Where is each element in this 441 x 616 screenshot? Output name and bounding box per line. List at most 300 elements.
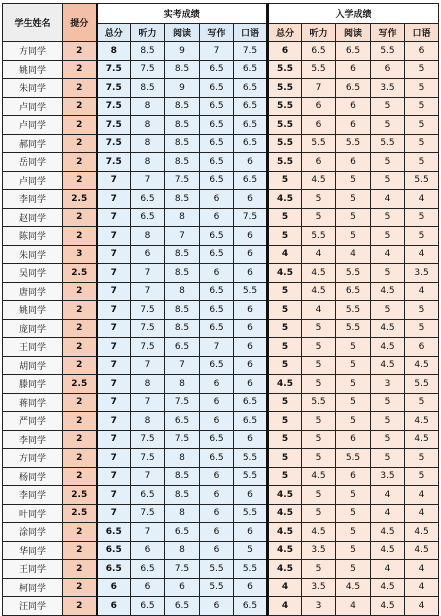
ruxue-writing-cell: 3 bbox=[371, 375, 405, 394]
shikao-listening-cell: 7.5 bbox=[131, 504, 165, 523]
ruxue-speaking-cell: 4 bbox=[405, 578, 439, 597]
shikao-total-cell: 7 bbox=[97, 504, 131, 523]
student-name-cell: 李同学 bbox=[3, 486, 63, 505]
table-row bbox=[3, 245, 439, 264]
shikao-total-cell: 7 bbox=[97, 245, 131, 264]
ruxue-total-cell: 5 bbox=[268, 430, 302, 449]
shikao-writing-cell: 6.5 bbox=[200, 116, 234, 135]
ruxue-reading-cell: 6 bbox=[336, 116, 371, 135]
header-ruxue-total: 总分 bbox=[268, 24, 302, 42]
shikao-writing-cell: 6.5 bbox=[200, 134, 234, 153]
ruxue-listening-cell: 5 bbox=[302, 449, 336, 468]
shikao-writing-cell: 6.5 bbox=[200, 301, 234, 320]
tifen-cell: 3 bbox=[63, 245, 97, 264]
ruxue-speaking-cell: 5 bbox=[405, 393, 439, 412]
table-row bbox=[3, 190, 439, 209]
ruxue-reading-cell: 5 bbox=[336, 338, 371, 357]
ruxue-total-cell: 4.5 bbox=[268, 504, 302, 523]
shikao-listening-cell: 7.5 bbox=[131, 430, 165, 449]
ruxue-total-cell: 4.5 bbox=[268, 523, 302, 542]
ruxue-writing-cell: 4 bbox=[371, 560, 405, 579]
shikao-speaking-cell: 6.5 bbox=[234, 134, 268, 153]
ruxue-listening-cell: 3.5 bbox=[302, 578, 336, 597]
shikao-reading-cell: 9 bbox=[165, 79, 200, 98]
ruxue-reading-cell: 6.5 bbox=[336, 282, 371, 301]
shikao-total-cell: 6 bbox=[97, 578, 131, 597]
ruxue-total-cell: 4.5 bbox=[268, 486, 302, 505]
student-name-cell: 滕同学 bbox=[3, 375, 63, 394]
ruxue-listening-cell: 5 bbox=[302, 486, 336, 505]
shikao-speaking-cell: 6 bbox=[234, 245, 268, 264]
student-name-cell: 蒋同学 bbox=[3, 393, 63, 412]
shikao-total-cell: 6.5 bbox=[97, 560, 131, 579]
ruxue-listening-cell: 5 bbox=[302, 375, 336, 394]
ruxue-total-cell: 5 bbox=[268, 449, 302, 468]
ruxue-total-cell: 5 bbox=[268, 356, 302, 375]
student-name-cell: 赵同学 bbox=[3, 208, 63, 227]
ruxue-speaking-cell: 5 bbox=[405, 449, 439, 468]
student-name-cell: 郝同学 bbox=[3, 134, 63, 153]
shikao-writing-cell: 6.5 bbox=[200, 171, 234, 190]
header-ruxue-listening: 听力 bbox=[302, 24, 336, 42]
shikao-speaking-cell: 6 bbox=[234, 338, 268, 357]
shikao-speaking-cell: 6 bbox=[234, 301, 268, 320]
tifen-cell: 2.5 bbox=[63, 190, 97, 209]
ruxue-writing-cell: 5 bbox=[371, 430, 405, 449]
ruxue-reading-cell: 6.5 bbox=[336, 79, 371, 98]
shikao-speaking-cell: 6 bbox=[234, 486, 268, 505]
shikao-reading-cell: 8.5 bbox=[165, 153, 200, 172]
tifen-cell: 2 bbox=[63, 560, 97, 579]
table-row bbox=[3, 523, 439, 542]
tifen-cell: 2 bbox=[63, 153, 97, 172]
shikao-reading-cell: 8 bbox=[165, 541, 200, 560]
ruxue-reading-cell: 5 bbox=[336, 523, 371, 542]
header-tifen: 提分 bbox=[63, 4, 97, 42]
shikao-reading-cell: 7.5 bbox=[165, 171, 200, 190]
shikao-listening-cell: 8.5 bbox=[131, 42, 165, 61]
shikao-reading-cell: 8 bbox=[165, 504, 200, 523]
table-row bbox=[3, 449, 439, 468]
shikao-speaking-cell: 6 bbox=[234, 356, 268, 375]
table-row bbox=[3, 153, 439, 172]
shikao-total-cell: 7 bbox=[97, 467, 131, 486]
tifen-cell: 2 bbox=[63, 430, 97, 449]
header-shikao-total: 总分 bbox=[97, 24, 131, 42]
ruxue-speaking-cell: 4 bbox=[405, 245, 439, 264]
shikao-reading-cell: 8.5 bbox=[165, 60, 200, 79]
ruxue-speaking-cell: 5 bbox=[405, 153, 439, 172]
ruxue-reading-cell: 5 bbox=[336, 486, 371, 505]
shikao-total-cell: 7 bbox=[97, 375, 131, 394]
table-row bbox=[3, 79, 439, 98]
tifen-cell: 2.5 bbox=[63, 264, 97, 283]
tifen-cell: 2 bbox=[63, 134, 97, 153]
ruxue-speaking-cell: 4 bbox=[405, 504, 439, 523]
ruxue-total-cell: 5.5 bbox=[268, 60, 302, 79]
shikao-reading-cell: 8 bbox=[165, 208, 200, 227]
shikao-reading-cell: 6.5 bbox=[165, 523, 200, 542]
shikao-writing-cell: 6 bbox=[200, 264, 234, 283]
ruxue-listening-cell: 6 bbox=[302, 153, 336, 172]
shikao-speaking-cell: 5.5 bbox=[234, 560, 268, 579]
tifen-cell: 2 bbox=[63, 79, 97, 98]
table-row bbox=[3, 430, 439, 449]
tifen-cell: 2 bbox=[63, 393, 97, 412]
shikao-speaking-cell: 6.5 bbox=[234, 116, 268, 135]
student-name-cell: 王同学 bbox=[3, 560, 63, 579]
student-name-cell: 方同学 bbox=[3, 449, 63, 468]
ruxue-writing-cell: 5 bbox=[371, 97, 405, 116]
tifen-cell: 2 bbox=[63, 227, 97, 246]
ruxue-writing-cell: 3.5 bbox=[371, 467, 405, 486]
tifen-cell: 2 bbox=[63, 356, 97, 375]
shikao-listening-cell: 6.5 bbox=[131, 597, 165, 616]
shikao-speaking-cell: 6.5 bbox=[234, 171, 268, 190]
shikao-writing-cell: 6.5 bbox=[200, 227, 234, 246]
shikao-listening-cell: 8 bbox=[131, 375, 165, 394]
student-name-cell: 汪同学 bbox=[3, 597, 63, 616]
shikao-total-cell: 6.5 bbox=[97, 541, 131, 560]
ruxue-reading-cell: 6 bbox=[336, 60, 371, 79]
shikao-total-cell: 7.5 bbox=[97, 97, 131, 116]
ruxue-writing-cell: 5 bbox=[371, 449, 405, 468]
ruxue-total-cell: 5.5 bbox=[268, 134, 302, 153]
shikao-writing-cell: 6 bbox=[200, 393, 234, 412]
shikao-speaking-cell: 6.5 bbox=[234, 393, 268, 412]
student-name-cell: 朱同学 bbox=[3, 245, 63, 264]
ruxue-listening-cell: 4.5 bbox=[302, 171, 336, 190]
table-row bbox=[3, 541, 439, 560]
ruxue-listening-cell: 6.5 bbox=[302, 42, 336, 61]
ruxue-writing-cell: 4 bbox=[371, 486, 405, 505]
shikao-writing-cell: 6.5 bbox=[200, 153, 234, 172]
shikao-reading-cell: 8 bbox=[165, 282, 200, 301]
ruxue-listening-cell: 5.5 bbox=[302, 227, 336, 246]
shikao-writing-cell: 6 bbox=[200, 523, 234, 542]
shikao-writing-cell: 6 bbox=[200, 412, 234, 431]
ruxue-reading-cell: 4.5 bbox=[336, 578, 371, 597]
ruxue-speaking-cell: 3.5 bbox=[405, 264, 439, 283]
ruxue-speaking-cell: 6 bbox=[405, 338, 439, 357]
shikao-listening-cell: 7.5 bbox=[131, 301, 165, 320]
shikao-listening-cell: 7 bbox=[131, 171, 165, 190]
ruxue-reading-cell: 5 bbox=[336, 541, 371, 560]
shikao-listening-cell: 8 bbox=[131, 153, 165, 172]
shikao-speaking-cell: 6.5 bbox=[234, 412, 268, 431]
shikao-listening-cell: 6.5 bbox=[131, 486, 165, 505]
shikao-total-cell: 7 bbox=[97, 264, 131, 283]
ruxue-listening-cell: 5.5 bbox=[302, 60, 336, 79]
ruxue-writing-cell: 4 bbox=[371, 504, 405, 523]
table-row bbox=[3, 42, 439, 61]
ruxue-writing-cell: 4.5 bbox=[371, 338, 405, 357]
tifen-cell: 2 bbox=[63, 42, 97, 61]
tifen-cell: 2 bbox=[63, 282, 97, 301]
shikao-total-cell: 7 bbox=[97, 301, 131, 320]
ruxue-total-cell: 4.5 bbox=[268, 560, 302, 579]
ruxue-listening-cell: 5 bbox=[302, 412, 336, 431]
table-row bbox=[3, 319, 439, 338]
ruxue-writing-cell: 4 bbox=[371, 190, 405, 209]
student-name-cell: 姚同学 bbox=[3, 301, 63, 320]
ruxue-writing-cell: 5.5 bbox=[371, 134, 405, 153]
shikao-reading-cell: 7 bbox=[165, 356, 200, 375]
ruxue-total-cell: 5 bbox=[268, 171, 302, 190]
ruxue-speaking-cell: 4.5 bbox=[405, 412, 439, 431]
student-name-cell: 方同学 bbox=[3, 42, 63, 61]
student-name-cell: 卢同学 bbox=[3, 116, 63, 135]
shikao-listening-cell: 6 bbox=[131, 541, 165, 560]
shikao-reading-cell: 8.5 bbox=[165, 319, 200, 338]
shikao-total-cell: 7 bbox=[97, 282, 131, 301]
student-name-cell: 岳同学 bbox=[3, 153, 63, 172]
ruxue-speaking-cell: 5 bbox=[405, 79, 439, 98]
tifen-cell: 2 bbox=[63, 319, 97, 338]
shikao-total-cell: 7 bbox=[97, 338, 131, 357]
ruxue-speaking-cell: 5 bbox=[405, 227, 439, 246]
ruxue-total-cell: 4.5 bbox=[268, 264, 302, 283]
ruxue-writing-cell: 4 bbox=[371, 245, 405, 264]
ruxue-speaking-cell: 5 bbox=[405, 60, 439, 79]
tifen-cell: 2 bbox=[63, 523, 97, 542]
shikao-speaking-cell: 6 bbox=[234, 430, 268, 449]
ruxue-speaking-cell: 4 bbox=[405, 486, 439, 505]
shikao-writing-cell: 6.5 bbox=[200, 79, 234, 98]
shikao-total-cell: 7 bbox=[97, 412, 131, 431]
ruxue-reading-cell: 4 bbox=[336, 245, 371, 264]
shikao-listening-cell: 8 bbox=[131, 97, 165, 116]
shikao-speaking-cell: 6 bbox=[234, 319, 268, 338]
ruxue-reading-cell: 5.5 bbox=[336, 134, 371, 153]
ruxue-total-cell: 5 bbox=[268, 393, 302, 412]
shikao-listening-cell: 7 bbox=[131, 282, 165, 301]
student-name-cell: 胡同学 bbox=[3, 356, 63, 375]
shikao-reading-cell: 8 bbox=[165, 375, 200, 394]
ruxue-writing-cell: 5 bbox=[371, 393, 405, 412]
student-name-cell: 李同学 bbox=[3, 430, 63, 449]
ruxue-reading-cell: 5.5 bbox=[336, 264, 371, 283]
ruxue-writing-cell: 5 bbox=[371, 171, 405, 190]
ruxue-speaking-cell: 5 bbox=[405, 208, 439, 227]
tifen-cell: 2 bbox=[63, 116, 97, 135]
ruxue-reading-cell: 5 bbox=[336, 227, 371, 246]
shikao-speaking-cell: 6 bbox=[234, 523, 268, 542]
student-name-cell: 柯同学 bbox=[3, 578, 63, 597]
shikao-reading-cell: 6.5 bbox=[165, 338, 200, 357]
ruxue-reading-cell: 5.5 bbox=[336, 319, 371, 338]
tifen-cell: 2 bbox=[63, 208, 97, 227]
shikao-total-cell: 7 bbox=[97, 449, 131, 468]
header-row-groups bbox=[3, 4, 439, 24]
shikao-listening-cell: 6.5 bbox=[131, 190, 165, 209]
tifen-cell: 2 bbox=[63, 412, 97, 431]
ruxue-total-cell: 4.5 bbox=[268, 375, 302, 394]
shikao-speaking-cell: 6.5 bbox=[234, 97, 268, 116]
ruxue-listening-cell: 5.5 bbox=[302, 393, 336, 412]
shikao-reading-cell: 7.5 bbox=[165, 560, 200, 579]
ruxue-reading-cell: 4 bbox=[336, 597, 371, 616]
ruxue-speaking-cell: 4 bbox=[405, 282, 439, 301]
shikao-listening-cell: 7 bbox=[131, 356, 165, 375]
student-name-cell: 卢同学 bbox=[3, 97, 63, 116]
student-name-cell: 吴同学 bbox=[3, 264, 63, 283]
ruxue-reading-cell: 6 bbox=[336, 97, 371, 116]
ruxue-listening-cell: 3.5 bbox=[302, 541, 336, 560]
ruxue-speaking-cell: 4 bbox=[405, 597, 439, 616]
table-row bbox=[3, 116, 439, 135]
shikao-reading-cell: 8.5 bbox=[165, 97, 200, 116]
student-name-cell: 严同学 bbox=[3, 412, 63, 431]
shikao-total-cell: 7.5 bbox=[97, 153, 131, 172]
shikao-speaking-cell: 5.5 bbox=[234, 467, 268, 486]
header-shikao-reading: 阅读 bbox=[165, 24, 200, 42]
tifen-cell: 2 bbox=[63, 449, 97, 468]
ruxue-total-cell: 5 bbox=[268, 208, 302, 227]
ruxue-writing-cell: 6 bbox=[371, 60, 405, 79]
shikao-speaking-cell: 7.5 bbox=[234, 42, 268, 61]
shikao-listening-cell: 6 bbox=[131, 578, 165, 597]
score-table-body bbox=[3, 42, 439, 616]
ruxue-reading-cell: 5 bbox=[336, 375, 371, 394]
ruxue-total-cell: 5 bbox=[268, 301, 302, 320]
shikao-reading-cell: 9 bbox=[165, 42, 200, 61]
shikao-listening-cell: 8 bbox=[131, 412, 165, 431]
ruxue-writing-cell: 5 bbox=[371, 227, 405, 246]
shikao-writing-cell: 5.5 bbox=[200, 578, 234, 597]
ruxue-reading-cell: 5 bbox=[336, 560, 371, 579]
student-name-cell: 杨同学 bbox=[3, 467, 63, 486]
shikao-reading-cell: 7 bbox=[165, 227, 200, 246]
ruxue-speaking-cell: 5 bbox=[405, 319, 439, 338]
table-row bbox=[3, 227, 439, 246]
shikao-listening-cell: 6.5 bbox=[131, 560, 165, 579]
ruxue-writing-cell: 5 bbox=[371, 208, 405, 227]
shikao-listening-cell: 8 bbox=[131, 227, 165, 246]
ruxue-reading-cell: 6 bbox=[336, 430, 371, 449]
student-name-cell: 涂同学 bbox=[3, 523, 63, 542]
ruxue-listening-cell: 5 bbox=[302, 190, 336, 209]
ruxue-reading-cell: 5 bbox=[336, 208, 371, 227]
ruxue-speaking-cell: 6 bbox=[405, 42, 439, 61]
ruxue-writing-cell: 3.5 bbox=[371, 79, 405, 98]
student-name-cell: 庞同学 bbox=[3, 319, 63, 338]
table-row bbox=[3, 301, 439, 320]
ruxue-speaking-cell: 5.5 bbox=[405, 375, 439, 394]
student-name-cell: 朱同学 bbox=[3, 79, 63, 98]
shikao-total-cell: 7 bbox=[97, 356, 131, 375]
ruxue-listening-cell: 4.5 bbox=[302, 467, 336, 486]
ruxue-listening-cell: 4.5 bbox=[302, 264, 336, 283]
ruxue-reading-cell: 6 bbox=[336, 153, 371, 172]
shikao-total-cell: 7 bbox=[97, 486, 131, 505]
shikao-writing-cell: 5.5 bbox=[200, 560, 234, 579]
ruxue-reading-cell: 6 bbox=[336, 467, 371, 486]
ruxue-speaking-cell: 4.5 bbox=[405, 523, 439, 542]
shikao-total-cell: 7 bbox=[97, 319, 131, 338]
student-name-cell: 陈同学 bbox=[3, 227, 63, 246]
ruxue-total-cell: 5 bbox=[268, 282, 302, 301]
header-ruxue-speaking: 口语 bbox=[405, 24, 439, 42]
shikao-writing-cell: 6.5 bbox=[200, 449, 234, 468]
shikao-writing-cell: 6 bbox=[200, 541, 234, 560]
ruxue-listening-cell: 5 bbox=[302, 560, 336, 579]
shikao-total-cell: 7 bbox=[97, 430, 131, 449]
shikao-writing-cell: 6 bbox=[200, 208, 234, 227]
ruxue-speaking-cell: 4 bbox=[405, 190, 439, 209]
ruxue-total-cell: 5.5 bbox=[268, 116, 302, 135]
ruxue-listening-cell: 6 bbox=[302, 116, 336, 135]
student-name-cell: 李同学 bbox=[3, 190, 63, 209]
shikao-writing-cell: 6.5 bbox=[200, 282, 234, 301]
shikao-total-cell: 7.5 bbox=[97, 79, 131, 98]
tifen-cell: 2.5 bbox=[63, 486, 97, 505]
table-row bbox=[3, 264, 439, 283]
ruxue-speaking-cell: 4 bbox=[405, 560, 439, 579]
shikao-speaking-cell: 6 bbox=[234, 153, 268, 172]
shikao-listening-cell: 7 bbox=[131, 523, 165, 542]
shikao-reading-cell: 8.5 bbox=[165, 116, 200, 135]
ruxue-listening-cell: 4.5 bbox=[302, 523, 336, 542]
ruxue-total-cell: 4 bbox=[268, 578, 302, 597]
shikao-listening-cell: 7 bbox=[131, 264, 165, 283]
ruxue-speaking-cell: 5.5 bbox=[405, 171, 439, 190]
ruxue-total-cell: 4.5 bbox=[268, 190, 302, 209]
shikao-total-cell: 7 bbox=[97, 393, 131, 412]
tifen-cell: 2 bbox=[63, 97, 97, 116]
header-ruxue-group: 入学成绩 bbox=[268, 4, 439, 24]
shikao-total-cell: 7 bbox=[97, 227, 131, 246]
ruxue-listening-cell: 5 bbox=[302, 338, 336, 357]
ruxue-speaking-cell: 5 bbox=[405, 301, 439, 320]
shikao-listening-cell: 7.5 bbox=[131, 449, 165, 468]
ruxue-reading-cell: 5.5 bbox=[336, 449, 371, 468]
ruxue-writing-cell: 4.5 bbox=[371, 578, 405, 597]
shikao-listening-cell: 7.5 bbox=[131, 60, 165, 79]
ruxue-writing-cell: 4.5 bbox=[371, 541, 405, 560]
ruxue-total-cell: 5 bbox=[268, 338, 302, 357]
shikao-speaking-cell: 5 bbox=[234, 541, 268, 560]
table-row bbox=[3, 338, 439, 357]
ruxue-total-cell: 5.5 bbox=[268, 153, 302, 172]
table-row bbox=[3, 467, 439, 486]
ruxue-writing-cell: 5 bbox=[371, 301, 405, 320]
table-row bbox=[3, 171, 439, 190]
shikao-writing-cell: 6 bbox=[200, 504, 234, 523]
ruxue-listening-cell: 5 bbox=[302, 430, 336, 449]
shikao-listening-cell: 6.5 bbox=[131, 208, 165, 227]
ruxue-total-cell: 4 bbox=[268, 245, 302, 264]
tifen-cell: 2 bbox=[63, 301, 97, 320]
ruxue-listening-cell: 5 bbox=[302, 208, 336, 227]
shikao-listening-cell: 7.5 bbox=[131, 338, 165, 357]
ruxue-total-cell: 5 bbox=[268, 467, 302, 486]
shikao-writing-cell: 6 bbox=[200, 597, 234, 616]
ruxue-listening-cell: 5 bbox=[302, 356, 336, 375]
ruxue-listening-cell: 6 bbox=[302, 97, 336, 116]
table-row bbox=[3, 486, 439, 505]
student-name-cell: 王同学 bbox=[3, 338, 63, 357]
student-name-cell: 姚同学 bbox=[3, 60, 63, 79]
shikao-listening-cell: 7.5 bbox=[131, 319, 165, 338]
ruxue-speaking-cell: 5 bbox=[405, 116, 439, 135]
table-row bbox=[3, 393, 439, 412]
ruxue-listening-cell: 7 bbox=[302, 79, 336, 98]
ruxue-writing-cell: 5 bbox=[371, 153, 405, 172]
shikao-total-cell: 7 bbox=[97, 190, 131, 209]
ruxue-listening-cell: 5 bbox=[302, 504, 336, 523]
tifen-cell: 2.5 bbox=[63, 375, 97, 394]
